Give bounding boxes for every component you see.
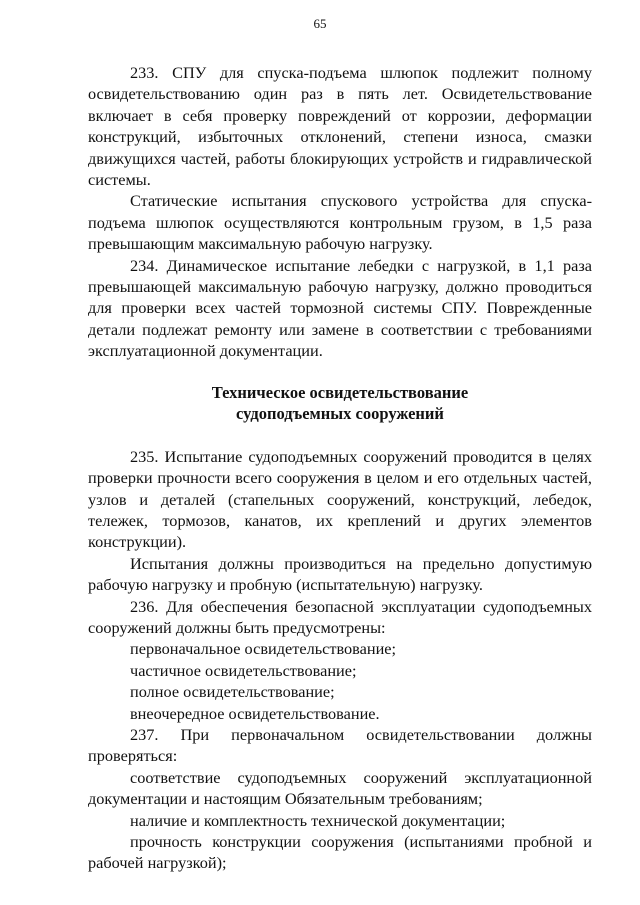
list-item: первоначальное освидетельствование;: [130, 639, 397, 659]
paragraph-237: 237. При первоначальном освидетельствовании должны проверяться:: [88, 724, 592, 766]
list-item: внеочередное освидетельствование.: [130, 703, 380, 723]
list-item: наличие и комплектность технической документации;: [130, 810, 506, 830]
list-item: соответствие судоподъемных сооружений эксплуатационной документации и настоящим Обязательным требованиям;: [88, 767, 592, 809]
section-heading-line-1: Техническое освидетельствование: [211, 382, 469, 402]
section-heading-line-2: судоподъемных сооружений: [236, 403, 444, 423]
paragraph-236: 236. Для обеспечения безопасной эксплуатации судоподъемных сооружений должны быть предусмотрены:: [88, 596, 592, 637]
paragraph-static-tests: Статические испытания спускового устройства для спуска-подъема шлюпок осуществляются контрольным грузом, в 1,5 раза превышающим максимальную рабочую нагрузку.: [88, 191, 592, 254]
list-item: частичное освидетельствование;: [130, 660, 357, 680]
paragraph-235: 235. Испытание судоподъемных сооружений проводится в целях проверки прочности всего сооружения в целом и его отдельных частей, узлов и деталей (стапельных сооружений, конструкций, лебедок, тележек, тормозов, канатов, их креплений и других элементов конструкции).: [88, 446, 592, 552]
page-number: 65: [313, 16, 327, 31]
section-heading: [88, 382, 592, 424]
paragraph-234: 234. Динамическое испытание лебедки с нагрузкой, в 1,1 раза превышающей максимальную рабочую нагрузку, должно проводиться для проверки всех частей тормозной системы СПУ. Поврежденные детали подлежат ремонту или замене в соответствии с требованиями эксплуатационной документации.: [88, 255, 592, 361]
document-body: [88, 62, 592, 874]
paragraph-233: 233. СПУ для спуска-подъема шлюпок подлежит полному освидетельствованию один раз в пять лет. Освидетельствование включает в себя проверку повреждений от коррозии, деформации конструкций, избыточных отклонений, степени износа, смазки движущихся частей, работы блокирующих устройств и гидравлической системы.: [88, 63, 592, 190]
list-item: полное освидетельствование;: [130, 682, 335, 702]
list-item: прочность конструкции сооружения (испытаниями пробной и рабочей нагрузкой);: [88, 832, 592, 873]
paragraph-tests-load: Испытания должны производиться на предельно допустимую рабочую нагрузку и пробную (испытательную) нагрузку.: [88, 553, 592, 595]
